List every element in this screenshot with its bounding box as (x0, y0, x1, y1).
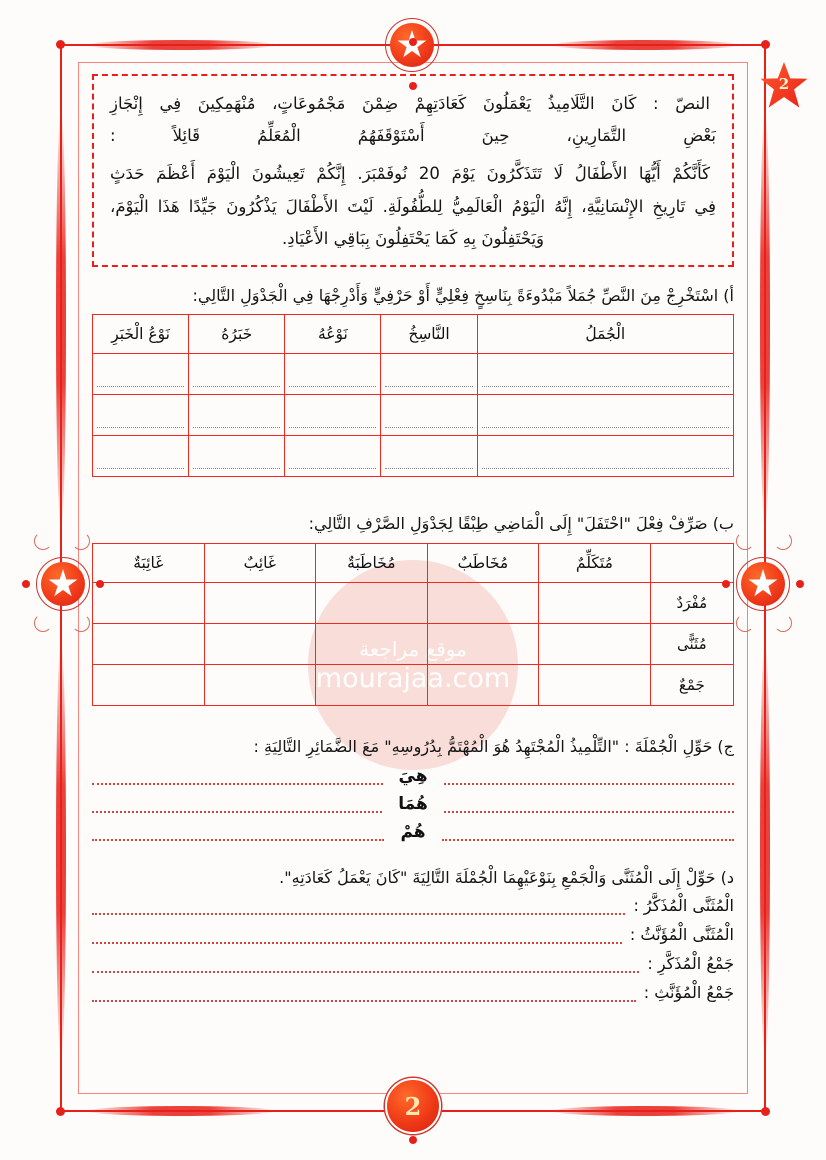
table-b-cell[interactable] (316, 665, 428, 706)
spindle-right-upper (760, 110, 770, 530)
table-a-header-cell: نَوْعُ الْخَبَرِ (93, 315, 189, 354)
passage-line-5: وَيَحْتَفِلُونَ بِهِ كَمَا يَحْتَفِلُونَ بِبَاقِي الأَعْيَادِ. (281, 228, 545, 248)
star-medallion-left (36, 557, 90, 611)
answer-label: جَمْعُ الْمُؤَنَّثِ : (643, 983, 734, 1003)
table-row (93, 665, 734, 706)
table-b-row-label: مُثَنًّى (650, 624, 733, 665)
table-b-header-corner (650, 544, 733, 583)
table-a-header-cell: خَبَرُهُ (189, 315, 285, 354)
answer-line[interactable] (92, 927, 622, 944)
passage-line-4: فِي تَارِيخِ الإِنْسَانِيَّةِ، إِنَّهُ الْيَوْمُ الْعَالَمِيُّ لِلطُّفُولَةِ. لَيْتَ الأَطْفَالَ يَذْكُرُونَ جَيِّدًا هَذَا الْيَوْمَ، (110, 196, 716, 216)
curl-ornament-left-bottom (34, 614, 52, 632)
answer-line-right[interactable] (444, 795, 734, 813)
spindle-left-upper (56, 110, 66, 530)
pronoun-label: هُمَا (398, 793, 428, 814)
table-b-row-label: جَمْعٌ (650, 665, 733, 706)
table-row (93, 583, 734, 624)
answer-line-left[interactable] (92, 795, 382, 813)
curl-ornament-right-top (774, 532, 792, 550)
answer-line[interactable] (92, 956, 639, 973)
table-b-cell[interactable] (427, 665, 539, 706)
corner-badge-number: 2 (778, 75, 790, 93)
ornament-dot-left-outer (22, 580, 30, 588)
table-b-cell[interactable] (204, 665, 316, 706)
passage-box (92, 74, 734, 267)
table-a-cell[interactable] (189, 395, 285, 436)
table-b-cell[interactable] (316, 624, 428, 665)
table-a-cell[interactable] (285, 395, 381, 436)
table-b-cell[interactable] (204, 624, 316, 665)
table-b-cell[interactable] (539, 583, 651, 624)
exercise-c-prompt: ج) حَوِّلِ الْجُمْلَةَ : "التِّلْمِيذُ الْمُجْتَهِدُ هُوَ الْمُهْتَمُّ بِدُرُوسِهِ" مَعَ الضَّمَائِرِ التَّالِيَةِ : (253, 737, 734, 757)
table-row (93, 624, 734, 665)
table-header-row (93, 315, 734, 354)
pronoun-label: هِيَ (398, 765, 428, 786)
answer-line-left[interactable] (92, 767, 383, 785)
exercise-d-answer-row (92, 954, 734, 973)
table-a-cell[interactable] (477, 354, 733, 395)
exercise-a-table (92, 314, 734, 477)
table-a-cell[interactable] (189, 354, 285, 395)
exercise-a-prompt: أ) اسْتَخْرِجْ مِنَ النَّصِّ جُمَلاً مَبْدُوءَةً بِنَاسِخٍ فِعْلِيٍّ أَوْ حَرْفِيٍّ وَأَدْرِجْهَا فِي الْجَدْوَلِ التَّالِي: (192, 285, 734, 305)
bottom-center-ornament (385, 1078, 441, 1134)
table-b-cell[interactable] (93, 583, 205, 624)
passage-line-3: كَأَنَّكُمْ أَيُّهَا الأَطْفَالُ لَا تَتَذَكَّرُونَ يَوْمَ 20 نُوفَمْبَرَ. إِنَّكُمْ تَعِيشُونَ الْيَوْمَ أَعْظَمَ حَدَثٍ (110, 164, 710, 184)
curl-ornament-left-top2 (72, 532, 90, 550)
table-b-header-cell: مُتَكَلِّمٌ (539, 544, 651, 583)
table-a-cell[interactable] (93, 354, 189, 395)
ornament-dot-top-below (409, 82, 417, 90)
curl-ornament-left-bottom2 (72, 614, 90, 632)
answer-line[interactable] (92, 898, 625, 915)
table-header-row (93, 544, 734, 583)
table-a-cell[interactable] (381, 436, 477, 477)
table-a-cell[interactable] (93, 395, 189, 436)
table-row (93, 354, 734, 395)
table-a-cell[interactable] (285, 436, 381, 477)
table-b-header-cell: غَائِبٌ (204, 544, 316, 583)
curl-ornament-right-bottom2 (736, 614, 754, 632)
table-b-cell[interactable] (93, 665, 205, 706)
spindle-bottom-left (86, 1106, 276, 1116)
star-medallion-right (736, 557, 790, 611)
exercise-c-answer-row (92, 823, 734, 841)
exercise-d-prompt: د) حَوِّلْ إِلَى الْمُثَنَّى وَالْجَمْعِ بِنَوْعَيْهِمَا الْجُمْلَةَ التَّالِيَةَ "كَانَ يَعْمَلُ كَعَادَتِهِ". (279, 867, 734, 887)
spindle-left-lower (56, 640, 66, 1060)
exercise-d-answer-row (92, 896, 734, 915)
table-b-cell[interactable] (204, 583, 316, 624)
corner-dot-top-left (56, 40, 65, 49)
watermark-arabic: موقع مراجعة (359, 636, 467, 661)
table-b-cell[interactable] (539, 665, 651, 706)
answer-line-right[interactable] (442, 823, 734, 841)
table-row (93, 395, 734, 436)
table-b-header-cell: غَائِبَةٌ (93, 544, 205, 583)
exercise-d-answer-row (92, 983, 734, 1002)
table-b-cell[interactable] (427, 624, 539, 665)
curl-ornament-left-top (34, 532, 52, 550)
passage-line-1: النصّ : كَانَ التَّلَامِيذُ يَعْمَلُونَ كَعَادَتِهِمْ ضِمْنَ مَجْمُوعَاتٍ، مُنْهَمِكِينَ فِي إِنْجَازِ (110, 94, 710, 113)
exercise-d-answer-row (92, 925, 734, 944)
table-b-header-cell: مُخَاطَبٌ (427, 544, 539, 583)
table-b-cell[interactable] (316, 583, 428, 624)
corner-star-badge (760, 62, 808, 110)
exercise-c-answer-row (92, 795, 734, 813)
answer-line-right[interactable] (444, 767, 735, 785)
ornament-dot-right-outer (796, 580, 804, 588)
table-a-cell[interactable] (189, 436, 285, 477)
spindle-top-left (86, 40, 276, 50)
table-row (93, 436, 734, 477)
table-b-cell[interactable] (93, 624, 205, 665)
table-a-cell[interactable] (477, 395, 733, 436)
table-a-cell[interactable] (477, 436, 733, 477)
corner-dot-bottom-left (56, 1107, 65, 1116)
watermark-latin: mourajaa.com (315, 662, 511, 694)
answer-line[interactable] (92, 985, 636, 1002)
passage-line-2: بَعْضِ التَّمَارِينِ، حِينَ أَسْتَوْقَفَهُمُ الْمُعَلِّمُ قَائِلاً : (110, 126, 716, 146)
ornament-dot-right-inner (722, 580, 730, 588)
table-a-cell[interactable] (285, 354, 381, 395)
answer-label: الْمُثَنَّى الْمُؤَنَّثُ : (629, 925, 734, 945)
ornament-dot-bottom (409, 1136, 417, 1144)
curl-ornament-right-bottom (774, 614, 792, 632)
table-a-header-cell: نَوْعُهُ (285, 315, 381, 354)
ornament-dot-top-above (409, 38, 417, 46)
spindle-top-right (550, 40, 740, 50)
table-b-row-label: مُفْرَدٌ (650, 583, 733, 624)
answer-line-left[interactable] (92, 823, 384, 841)
table-a-cell[interactable] (381, 354, 477, 395)
pronoun-label: هُمْ (400, 821, 426, 842)
corner-dot-top-right (761, 40, 770, 49)
page-number-badge: 2 (385, 1078, 441, 1134)
spindle-right-lower (760, 640, 770, 1060)
worksheet-content (92, 74, 734, 1012)
table-a-cell[interactable] (381, 395, 477, 436)
corner-dot-bottom-right (761, 1107, 770, 1116)
curl-ornament-right-top2 (736, 532, 754, 550)
table-b-header-cell: مُخَاطَبَةٌ (316, 544, 428, 583)
table-a-header-cell: الْجُمَلُ (477, 315, 733, 354)
table-a-header-cell: النَّاسِخُ (381, 315, 477, 354)
table-b-cell[interactable] (539, 624, 651, 665)
spindle-bottom-right (550, 1106, 740, 1116)
exercise-c-answer-row (92, 767, 734, 785)
table-a-cell[interactable] (93, 436, 189, 477)
ornament-dot-left-inner (96, 580, 104, 588)
answer-label: الْمُثَنَّى الْمُذَكَّرُ : (633, 896, 734, 916)
answer-label: جَمْعُ الْمُذَكَّرِ : (647, 954, 734, 974)
table-b-cell[interactable] (427, 583, 539, 624)
exercise-b-prompt: ب) صَرِّفْ فِعْلَ "احْتَفَلَ" إِلَى الْمَاضِي طِبْقًا لِجَدْوَلِ الصَّرْفِ التَّالِي: (308, 514, 734, 534)
exercise-b-table (92, 543, 734, 706)
